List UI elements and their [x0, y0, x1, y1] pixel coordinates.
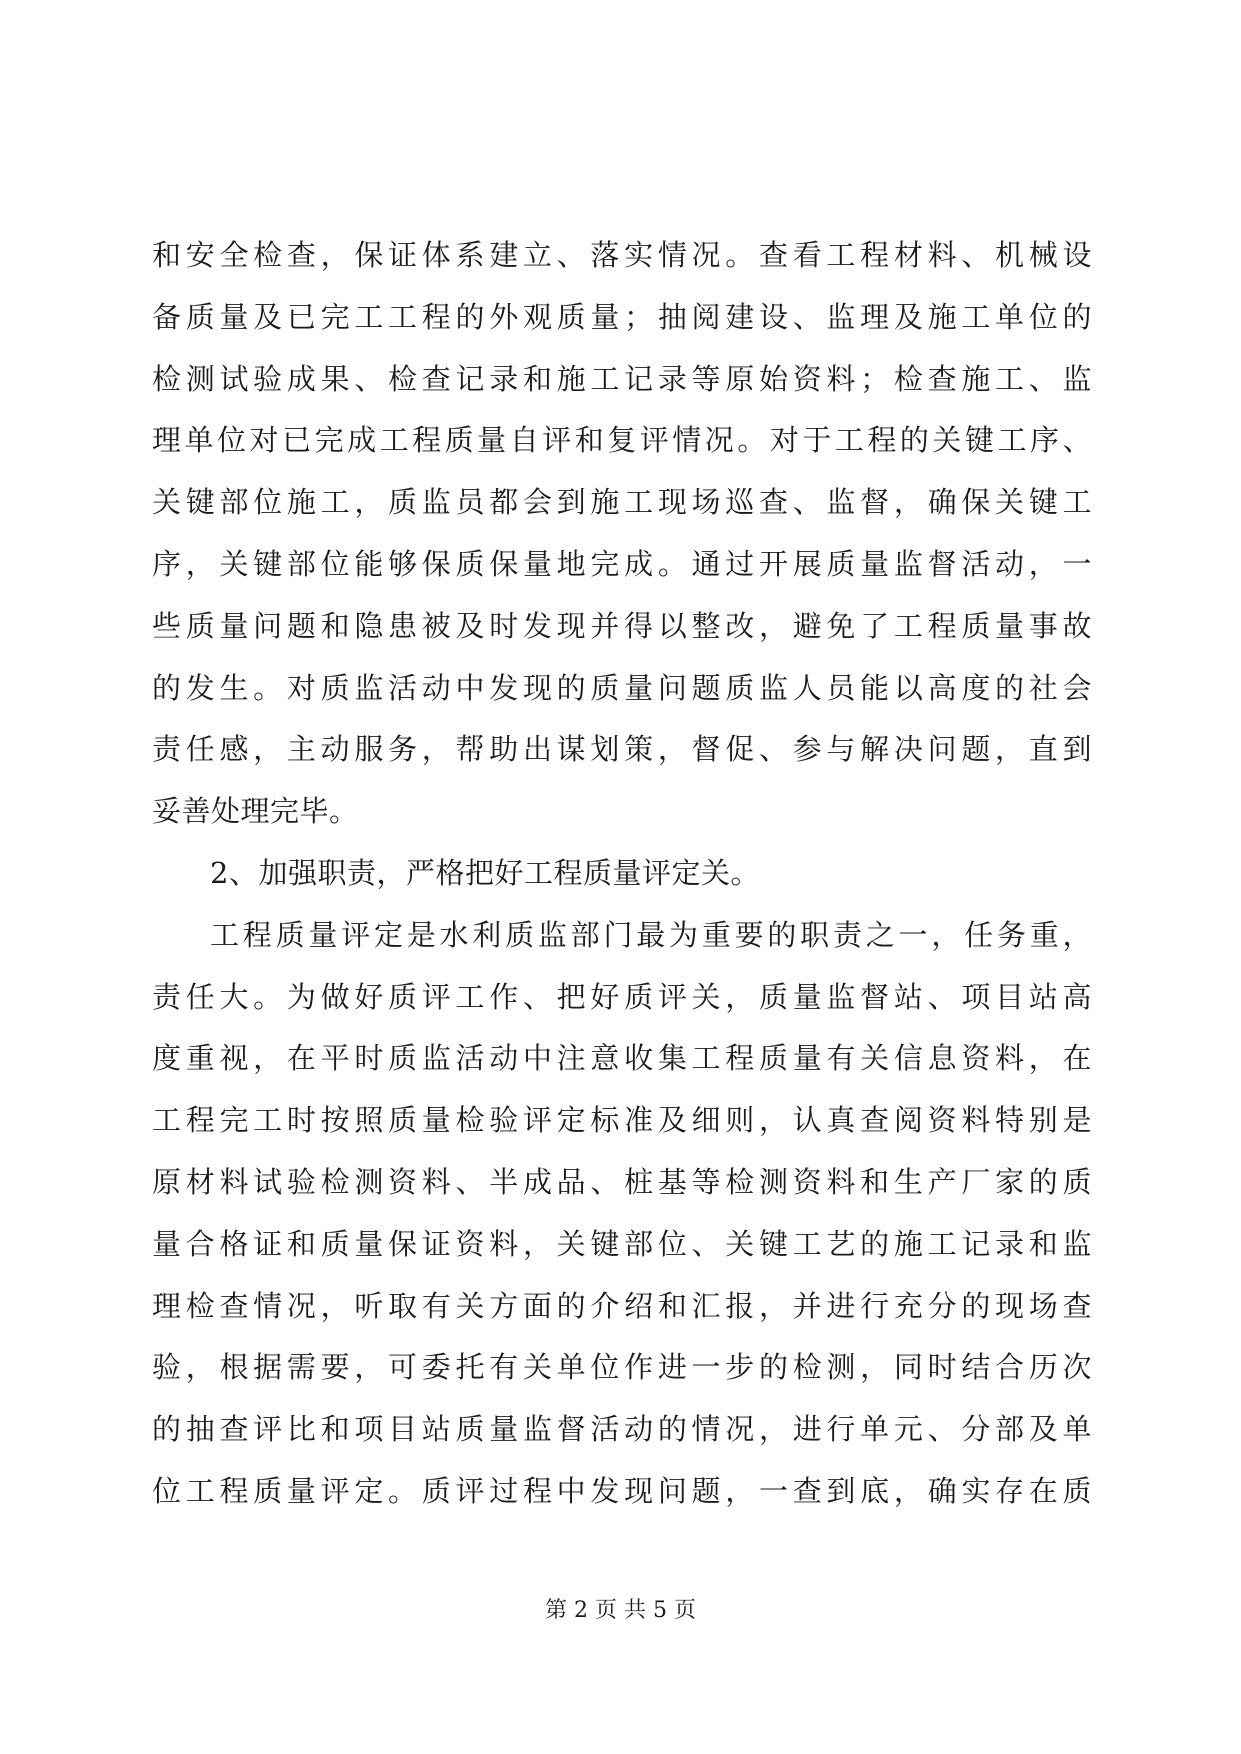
text-line: 和安全检查，保证体系建立、落实情况。查看工程材料、机械设	[152, 238, 1092, 272]
text-line: 位工程质量评定。质评过程中发现问题，一查到底，确实存在质	[152, 1473, 1092, 1508]
text-line: 工程完工时按照质量检验评定标准及细则，认真查阅资料特别是	[152, 1103, 1092, 1138]
text-line: 的发生。对质监活动中发现的质量问题质监人员能以高度的社会	[152, 670, 1092, 705]
text-line: 些质量问题和隐患被及时发现并得以整改，避免了工程质量事故	[152, 608, 1092, 643]
text-line: 量合格证和质量保证资料，关键部位、关键工艺的施工记录和监	[152, 1226, 1092, 1261]
text-line: 2、加强职责，严格把好工程质量评定关。	[210, 855, 760, 890]
text-line: 工程质量评定是水利质监部门最为重要的职责之一，任务重，	[210, 917, 1092, 952]
text-line: 责任大。为做好质评工作、把好质评关，质量监督站、项目站高	[152, 979, 1092, 1014]
text-line: 责任感，主动服务，帮助出谋划策，督促、参与解决问题，直到	[152, 732, 1092, 767]
text-line: 妥善处理完毕。	[152, 794, 359, 829]
text-line: 理检查情况，听取有关方面的介绍和汇报，并进行充分的现场查	[152, 1288, 1092, 1323]
text-line: 序，关键部位能够保质保量地完成。通过开展质量监督活动，一	[152, 546, 1092, 581]
page-footer: 第 2 页 共 5 页	[545, 1598, 696, 1623]
text-line: 度重视，在平时质监活动中注意收集工程质量有关信息资料，在	[152, 1041, 1092, 1076]
document-body	[152, 225, 1092, 1523]
text-line: 验，根据需要，可委托有关单位作进一步的检测，同时结合历次	[152, 1350, 1092, 1385]
text-line: 理单位对已完成工程质量自评和复评情况。对于工程的关键工序、	[152, 423, 1092, 458]
text-line: 检测试验成果、检查记录和施工记录等原始资料；检查施工、监	[152, 361, 1092, 396]
text-line: 的抽查评比和项目站质量监督活动的情况，进行单元、分部及单	[152, 1412, 1092, 1447]
text-line: 原材料试验检测资料、半成品、桩基等检测资料和生产厂家的质	[152, 1164, 1092, 1199]
text-line: 备质量及已完工工程的外观质量；抽阅建设、监理及施工单位的	[152, 299, 1092, 334]
text-line: 关键部位施工，质监员都会到施工现场巡查、监督，确保关键工	[152, 485, 1092, 520]
